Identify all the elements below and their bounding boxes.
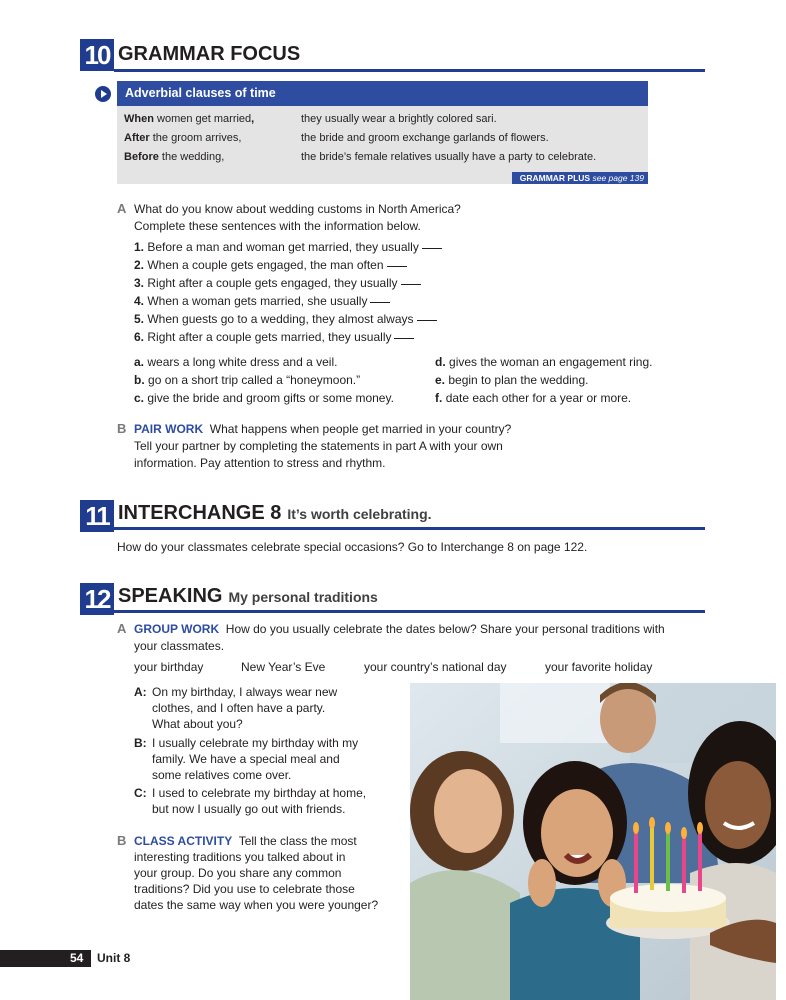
speaking-a-line-1: GROUP WORK How do you usually celebrate the dates below? Share your personal traditions with <box>134 622 665 636</box>
dialog-line: I usually celebrate my birthday with my <box>152 736 359 750</box>
grammar-row-3: Before the wedding, <box>124 151 225 163</box>
section-title-interchange: INTERCHANGE 8 It’s worth celebrating. <box>118 502 432 524</box>
section-title-speaking: SPEAKING My personal traditions <box>118 585 378 607</box>
dialog-line: but now I usually go out with friends. <box>152 802 346 816</box>
grammar-row-2-result: the bride and groom exchange garlands of flowers. <box>301 132 549 144</box>
interchange-text: How do your classmates celebrate special occasions? Go to Interchange 8 on page 122. <box>117 540 588 554</box>
dialog-speaker: B: <box>134 736 147 750</box>
page-number: 54 <box>70 951 84 965</box>
part-letter-b: B <box>117 421 127 436</box>
grammar-row-1-result: they usually wear a brightly colored sari. <box>301 113 497 125</box>
birthday-celebration-photo <box>410 683 776 1000</box>
section-number-10: 10 <box>80 39 114 71</box>
speaking-b-line: traditions? Did you use to celebrate those <box>134 882 355 896</box>
section-rule <box>114 69 705 72</box>
part-a-intro-2: Complete these sentences with the information below. <box>134 219 421 233</box>
exercise-item: 4. When a woman gets married, she usually <box>134 292 390 310</box>
play-audio-icon[interactable] <box>95 86 111 102</box>
speaking-a-line-2: your classmates. <box>134 639 225 653</box>
section-title-grammar-focus: GRAMMAR FOCUS <box>118 43 301 65</box>
exercise-item: 6. Right after a couple gets married, they usually <box>134 328 414 346</box>
part-letter-a: A <box>117 201 127 216</box>
speaking-b-line: dates the same way when you were younger? <box>134 898 379 912</box>
part-letter-a: A <box>117 621 127 636</box>
dialog-speaker: C: <box>134 786 147 800</box>
date-option: your country’s national day <box>364 660 507 674</box>
grammar-box <box>117 106 648 184</box>
date-option: your favorite holiday <box>545 660 653 674</box>
grammar-row-1: When women get married, <box>124 113 255 125</box>
dialog-line: clothes, and I often have a party. <box>152 701 326 715</box>
exercise-item: 5. When guests go to a wedding, they almost always <box>134 310 437 328</box>
part-b-line-1: PAIR WORK What happens when people get married in your country? <box>134 422 512 436</box>
dialog-line: What about you? <box>152 717 243 731</box>
grammar-row-2: After the groom arrives, <box>124 132 242 144</box>
speaking-b-line-1: CLASS ACTIVITY Tell the class the most <box>134 834 357 848</box>
dialog-line: I used to celebrate my birthday at home, <box>152 786 367 800</box>
section-rule <box>114 527 705 530</box>
section-rule <box>114 610 705 613</box>
date-option: your birthday <box>134 660 204 674</box>
part-b-line-2: Tell your partner by completing the statements in part A with your own <box>134 439 503 453</box>
dialog-line: family. We have a special meal and <box>152 752 340 766</box>
section-number-11: 11 <box>80 500 114 532</box>
part-a-intro-1: What do you know about wedding customs in North America? <box>134 202 461 216</box>
answer-option: e. begin to plan the wedding. <box>435 373 589 387</box>
date-option: New Year’s Eve <box>241 660 326 674</box>
exercise-item: 1. Before a man and woman get married, they usually <box>134 238 442 256</box>
grammar-row-3-result: the bride’s female relatives usually have a party to celebrate. <box>301 151 597 163</box>
answer-option: c. give the bride and groom gifts or some money. <box>134 391 394 405</box>
answer-option: f. date each other for a year or more. <box>435 391 632 405</box>
part-b-line-3: information. Pay attention to stress and rhythm. <box>134 456 386 470</box>
section-number-12: 12 <box>80 583 114 615</box>
unit-label: Unit 8 <box>97 951 131 965</box>
grammar-box-title: Adverbial clauses of time <box>117 81 648 106</box>
exercise-item: 3. Right after a couple gets engaged, they usually <box>134 274 421 292</box>
exercise-item: 2. When a couple gets engaged, the man often <box>134 256 407 274</box>
speaking-b-line: interesting traditions you talked about in <box>134 850 346 864</box>
speaking-b-line: your group. Do you share any common <box>134 866 342 880</box>
grammar-plus-link[interactable]: GRAMMAR PLUS see page 139 <box>512 172 648 184</box>
dialog-line: some relatives come over. <box>152 768 292 782</box>
dialog-line: On my birthday, I always wear new <box>152 685 338 699</box>
dialog-speaker: A: <box>134 685 147 699</box>
answer-option: b. go on a short trip called a “honeymoon.” <box>134 373 361 387</box>
answer-option: a. wears a long white dress and a veil. <box>134 355 338 369</box>
answer-option: d. gives the woman an engagement ring. <box>435 355 653 369</box>
part-letter-b: B <box>117 833 127 848</box>
